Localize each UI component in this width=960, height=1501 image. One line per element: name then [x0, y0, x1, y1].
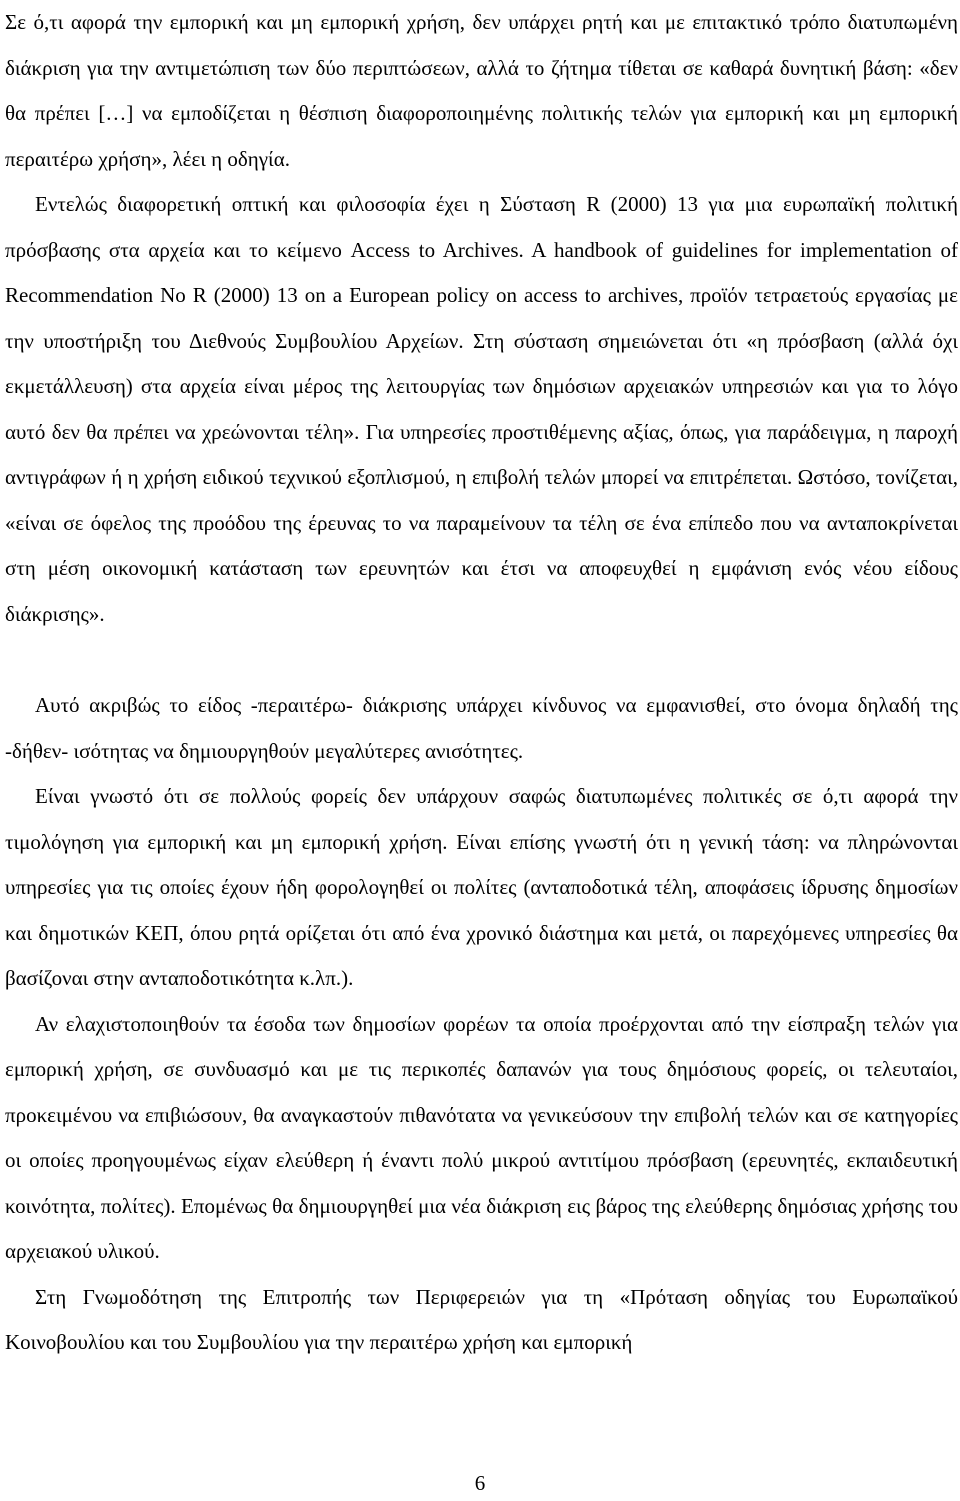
paragraph-pricing-policies: Είναι γνωστό ότι σε πολλούς φορείς δεν υπάρχουν σαφώς διατυπωμένες πολιτικές σε ό,τι αφορά την τιμολόγηση για εμπορική και μη εμπορική χρήση. Είναι επίσης γνωστή ότι η γενική τάση: να πληρώνονται υπηρεσίες για τις οποίες έχουν ήδη φορολογηθεί οι πολίτες (ανταποδοτικά τέλη, αποφάσεις ίδρυσης δημοσίων και δημοτικών ΚΕΠ, όπου ρητά ορίζεται ότι από ένα χρονικό διάστημα και μετά, οι παρεχόμενες υπηρεσίες θα βασίζοναι στην ανταποδοτικότητα κ.λπ.). [5, 784, 958, 990]
paragraph-gap [5, 637, 958, 683]
page-number: 6 [474, 1471, 486, 1495]
paragraph-revenue: Αν ελαχιστοποιηθούν τα έσοδα των δημοσίων φορέων τα οποία προέρχονται από την είσπραξη τελών για εμπορική χρήση, σε συνδυασμό και με τις περικοπές δαπανών για τους δημόσιους φορείς, οι τελευταίοι, προκειμένου να επιβιώσουν, θα αναγκαστούν πιθανότατα να γενικεύσουν την επιβολή τελών και σε κατηγορίες οι οποίες προηγουμένως είχαν ελεύθερη ή έναντι πολύ μικρού αντιτίμου πρόσβαση (ερευνητές, εκπαιδευτική κοινότητα, πολίτες). Επομένως θα δημιουργηθεί μια νέα διάκριση εις βάρος της ελεύθερης δημόσιας χρήσης του αρχειακού υλικού. [5, 1011, 958, 1263]
paragraph-discrimination: Αυτό ακριβώς το είδος -περαιτέρω- διάκρισης υπάρχει κίνδυνος να εμφανισθεί, στο όνομα δηλαδή της -δήθεν- ισότητας να δημιουργηθούν μεγαλύτερες ανισότητες. [5, 693, 958, 763]
paragraph-recommendation: Εντελώς διαφορετική οπτική και φιλοσοφία έχει η Σύσταση R (2000) 13 για μια ευρωπαϊκή πολιτική πρόσβασης στα αρχεία και το κείμενο Access to Archives. A handbook of guidelines for implementation of Recommendation No R (2000) 13 on a European policy on access to archives, προϊόν τετραετούς εργασίας με την υποστήριξη του Διεθνούς Συμβουλίου Αρχείων. Στη σύσταση σημειώνεται ότι «η πρόσβαση (αλλά όχι εκμετάλλευση) στα αρχεία είναι μέρος της λειτουργίας των δημόσιων αρχειακών υπηρεσιών και για το λόγο αυτό δεν θα πρέπει να χρεώνονται τέλη». Για υπηρεσίες προστιθέμενης αξίας, όπως, για παράδειγμα, η παροχή αντιγράφων ή η χρήση ειδικού τεχνικού εξοπλισμού, η επιβολή τελών μπορεί να επιτρέπεται. Ωστόσο, τονίζεται, «είναι σε όφελος της προόδου της έρευνας το να παραμείνουν τα τέλη σε ένα επίπεδο που να ανταποκρίνεται στη μέση οικονομική κατάσταση των ερευνητών και έτσι να αποφευχθεί η εμφάνιση ενός νέου είδους διάκρισης». [5, 192, 958, 626]
paragraph-opinion: Στη Γνωμοδότηση της Επιτροπής των Περιφερειών για τη «Πρόταση οδηγίας του Ευρωπαϊκού Κοινοβουλίου και του Συμβουλίου για την περαιτέρω χρήση και εμπορική [5, 1284, 958, 1354]
paragraph-reuse-directive: Σε ό,τι αφορά την εμπορική και μη εμπορική χρήση, δεν υπάρχει ρητή και με επιτακτικό τρόπο διατυπωμένη διάκριση για την αντιμετώπιση των δύο περιπτώσεων, αλλά το ζήτημα τίθεται σε καθαρά δυνητική βάση: «δεν θα πρέπει […] να εμποδίζεται η θέσπιση διαφοροποιημένης πολιτικής τελών για εμπορική και μη εμπορική περαιτέρω χρήση», λέει η οδηγία. [5, 10, 958, 171]
document-page [5, 0, 958, 1366]
